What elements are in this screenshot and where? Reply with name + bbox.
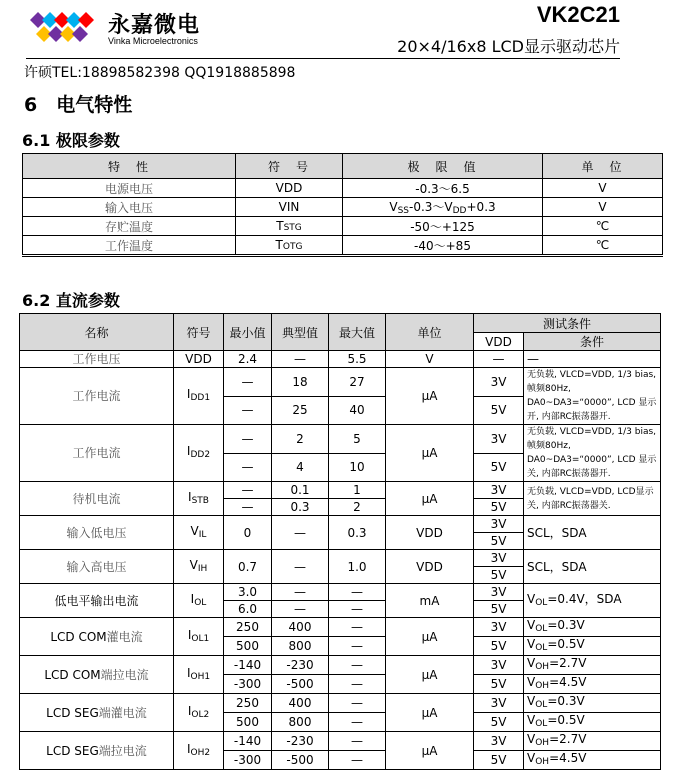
param-unit: ℃ bbox=[543, 236, 663, 256]
param-unit: ℃ bbox=[543, 217, 663, 236]
col-header: 单位 bbox=[386, 314, 474, 351]
param-symbol bbox=[174, 516, 224, 550]
param-symbol bbox=[174, 550, 224, 584]
max-value: 10 bbox=[329, 453, 386, 482]
min-value: 500 bbox=[224, 713, 272, 732]
col-header: 极 限 值 bbox=[343, 154, 543, 179]
vdd-value: 5V bbox=[474, 713, 524, 732]
typ-value: 18 bbox=[272, 368, 329, 397]
vdd-value: 3V bbox=[474, 732, 524, 751]
min-value: 250 bbox=[224, 694, 272, 713]
vdd-value: 5V bbox=[474, 637, 524, 656]
text-part: 端灌电流 bbox=[98, 705, 147, 720]
text-part: V bbox=[190, 523, 199, 538]
condition bbox=[524, 713, 661, 732]
text-part: I bbox=[186, 444, 191, 458]
unit: μA bbox=[386, 482, 474, 516]
max-value: — bbox=[329, 618, 386, 637]
subscript: OL2 bbox=[191, 709, 210, 720]
table-row bbox=[20, 516, 661, 533]
logo-diamonds-icon bbox=[28, 8, 106, 48]
text-part: T bbox=[275, 238, 283, 252]
text-part: 端拉电流 bbox=[98, 743, 147, 758]
table-row bbox=[23, 179, 663, 198]
param-name: 输入电压 bbox=[23, 198, 236, 217]
text-part: =4.5V bbox=[549, 675, 587, 689]
param-symbol: VDD bbox=[236, 179, 343, 198]
min-value: -140 bbox=[224, 732, 272, 751]
min-value: 0 bbox=[224, 516, 272, 550]
min-value: 6.0 bbox=[224, 601, 272, 618]
contact-info: 许硕TEL:18898582398 QQ1918885898 bbox=[24, 65, 296, 81]
table-row bbox=[20, 425, 661, 454]
param-name: 工作温度 bbox=[23, 236, 236, 256]
text-part: LCD COM bbox=[44, 667, 101, 682]
text-part: LCD COM bbox=[50, 629, 107, 644]
min-value: -300 bbox=[224, 751, 272, 770]
subscript: OL bbox=[535, 624, 548, 634]
param-name bbox=[20, 618, 174, 656]
text-part: 端拉电流 bbox=[100, 667, 149, 682]
unit: μA bbox=[386, 368, 474, 425]
typ-value: 25 bbox=[272, 396, 329, 425]
vdd-value: 5V bbox=[474, 751, 524, 770]
table-row bbox=[20, 351, 661, 368]
table-row bbox=[23, 198, 663, 217]
typ-value: — bbox=[272, 584, 329, 601]
vdd-value: 3V bbox=[474, 584, 524, 601]
text-part: V bbox=[527, 675, 536, 689]
table-row bbox=[20, 368, 661, 397]
chip-model: VK2C21 bbox=[536, 2, 620, 27]
unit: μA bbox=[386, 425, 474, 482]
unit: VDD bbox=[386, 550, 474, 584]
min-value: -140 bbox=[224, 656, 272, 675]
min-value: -300 bbox=[224, 675, 272, 694]
typ-value: 2 bbox=[272, 425, 329, 454]
subscript: STB bbox=[191, 495, 209, 506]
unit: μA bbox=[386, 732, 474, 770]
typ-value: 0.3 bbox=[272, 499, 329, 516]
subscript: OL bbox=[535, 719, 548, 729]
col-header: 典型值 bbox=[272, 314, 329, 351]
text-part: I bbox=[187, 627, 192, 642]
condition bbox=[524, 618, 661, 637]
text-part: =0.4V，SDA bbox=[547, 591, 622, 606]
subscript: OH bbox=[535, 738, 550, 748]
vdd-value: 3V bbox=[474, 656, 524, 675]
param-symbol bbox=[174, 482, 224, 516]
text-part: I bbox=[188, 489, 192, 504]
vdd-value: 3V bbox=[474, 694, 524, 713]
col-header: 符 号 bbox=[236, 154, 343, 179]
min-value: — bbox=[224, 368, 272, 397]
unit: VDD bbox=[386, 516, 474, 550]
header-divider bbox=[26, 58, 620, 59]
subscript: OL bbox=[194, 597, 207, 608]
doc-subtitle: 20×4/16x8 LCD显示驱动芯片 bbox=[397, 37, 620, 56]
typ-value: -500 bbox=[272, 675, 329, 694]
table-row bbox=[20, 732, 661, 751]
col-header: 最大值 bbox=[329, 314, 386, 351]
condition bbox=[524, 751, 661, 770]
text-part: -0.3～V bbox=[409, 200, 453, 214]
condition: 无负载, VLCD=VDD, 1/3 bias, 帧频80Hz, DA0~DA3=“0000”, LCD 显示关, 内部RC振荡器开. bbox=[524, 425, 661, 482]
vdd-value: 3V bbox=[474, 516, 524, 533]
max-value: — bbox=[329, 732, 386, 751]
absolute-max-table bbox=[22, 153, 663, 257]
text-part: 灌电流 bbox=[106, 629, 143, 644]
section-6-title: 6 电气特性 bbox=[24, 94, 133, 116]
text-part: I bbox=[187, 703, 192, 718]
subscript: OH bbox=[535, 662, 550, 672]
text-part: LCD SEG bbox=[46, 743, 99, 758]
vdd-value: — bbox=[474, 351, 524, 368]
vdd-value: 5V bbox=[474, 396, 524, 425]
param-symbol bbox=[174, 425, 224, 482]
param-name: 存贮温度 bbox=[23, 217, 236, 236]
subscript: OL1 bbox=[191, 633, 210, 644]
text-part: V bbox=[189, 557, 198, 572]
vdd-value: 5V bbox=[474, 453, 524, 482]
vdd-value: 3V bbox=[474, 425, 524, 454]
col-header: 条件 bbox=[524, 333, 661, 351]
smallcaps: OTG bbox=[282, 242, 303, 252]
typ-value: — bbox=[272, 351, 329, 368]
text-part: V bbox=[389, 200, 398, 214]
param-symbol: VIN bbox=[236, 198, 343, 217]
text-part: =2.7V bbox=[549, 732, 587, 746]
table-row bbox=[23, 236, 663, 256]
max-value: — bbox=[329, 751, 386, 770]
param-symbol: VDD bbox=[174, 351, 224, 368]
param-symbol bbox=[236, 217, 343, 236]
max-value: 40 bbox=[329, 396, 386, 425]
max-value: 1.0 bbox=[329, 550, 386, 584]
company-logo bbox=[28, 6, 218, 50]
table-row bbox=[20, 656, 661, 675]
unit: mA bbox=[386, 584, 474, 618]
vdd-value: 3V bbox=[474, 368, 524, 397]
param-limit: -50～+125 bbox=[343, 217, 543, 236]
text-part: =0.5V bbox=[547, 713, 585, 727]
text-part: V bbox=[527, 713, 536, 727]
vdd-value: 3V bbox=[474, 618, 524, 637]
text-part: =2.7V bbox=[549, 656, 587, 670]
condition: 无负载, VLCD=VDD, LCD显示关, 内部RC振荡器关. bbox=[524, 482, 661, 516]
min-value: — bbox=[224, 499, 272, 516]
text-part: V bbox=[527, 591, 536, 606]
vdd-value: 3V bbox=[474, 482, 524, 499]
param-symbol bbox=[174, 584, 224, 618]
subscript: IH bbox=[197, 563, 208, 574]
vdd-value: 5V bbox=[474, 499, 524, 516]
text-part: V bbox=[527, 751, 536, 765]
table-header-row bbox=[23, 154, 663, 179]
table-row bbox=[23, 217, 663, 236]
col-header: 符号 bbox=[174, 314, 224, 351]
text-part: LCD SEG bbox=[46, 705, 99, 720]
typ-value: 800 bbox=[272, 713, 329, 732]
max-value: 1 bbox=[329, 482, 386, 499]
param-name: 工作电流 bbox=[20, 425, 174, 482]
vdd-value: 5V bbox=[474, 675, 524, 694]
col-header: VDD bbox=[474, 333, 524, 351]
condition bbox=[524, 694, 661, 713]
min-value: 3.0 bbox=[224, 584, 272, 601]
logo-chinese-name: 永嘉微电 bbox=[108, 13, 201, 38]
param-unit: V bbox=[543, 179, 663, 198]
condition bbox=[524, 656, 661, 675]
max-value: 5 bbox=[329, 425, 386, 454]
min-value: — bbox=[224, 425, 272, 454]
subscript: SS bbox=[397, 206, 409, 216]
col-header: 单 位 bbox=[543, 154, 663, 179]
typ-value: -230 bbox=[272, 732, 329, 751]
param-name: 工作电压 bbox=[20, 351, 174, 368]
typ-value: 4 bbox=[272, 453, 329, 482]
text-part: I bbox=[186, 387, 191, 401]
dc-param-table bbox=[19, 313, 661, 770]
table-row bbox=[20, 482, 661, 499]
text-part: I bbox=[186, 741, 191, 756]
param-limit: -0.3～6.5 bbox=[343, 179, 543, 198]
typ-value: 400 bbox=[272, 694, 329, 713]
typ-value: 800 bbox=[272, 637, 329, 656]
subscript: OH2 bbox=[190, 747, 211, 758]
min-value: 0.7 bbox=[224, 550, 272, 584]
condition bbox=[524, 675, 661, 694]
param-name: 电源电压 bbox=[23, 179, 236, 198]
text-part: T bbox=[276, 219, 284, 233]
text-part: V bbox=[527, 656, 536, 670]
section-6-2-title: 6.2 直流参数 bbox=[22, 291, 120, 310]
table-row bbox=[20, 550, 661, 567]
smallcaps: STG bbox=[283, 223, 302, 233]
text-part: V bbox=[527, 618, 536, 632]
condition: SCL，SDA bbox=[524, 550, 661, 584]
typ-value: 0.1 bbox=[272, 482, 329, 499]
text-part: =0.3V bbox=[547, 694, 585, 708]
param-unit: V bbox=[543, 198, 663, 217]
param-limit bbox=[343, 198, 543, 217]
unit: μA bbox=[386, 618, 474, 656]
typ-value: — bbox=[272, 550, 329, 584]
unit: μA bbox=[386, 656, 474, 694]
max-value: — bbox=[329, 637, 386, 656]
unit: μA bbox=[386, 694, 474, 732]
condition: — bbox=[524, 351, 661, 368]
col-header: 测试条件 bbox=[474, 314, 661, 333]
max-value: — bbox=[329, 601, 386, 618]
subscript: DD bbox=[452, 206, 467, 216]
col-header: 最小值 bbox=[224, 314, 272, 351]
text-part: =4.5V bbox=[549, 751, 587, 765]
param-name: 工作电流 bbox=[20, 368, 174, 425]
max-value: — bbox=[329, 675, 386, 694]
param-name bbox=[20, 656, 174, 694]
text-part: =0.5V bbox=[547, 637, 585, 651]
max-value: — bbox=[329, 656, 386, 675]
text-part: V bbox=[527, 732, 536, 746]
max-value: — bbox=[329, 584, 386, 601]
condition: 无负载, VLCD=VDD, 1/3 bias, 帧频80Hz, DA0~DA3=“0000”, LCD 显示开, 内部RC振荡器开. bbox=[524, 368, 661, 425]
unit: V bbox=[386, 351, 474, 368]
param-name bbox=[20, 732, 174, 770]
table-header-row bbox=[20, 314, 661, 333]
param-name: 输入高电压 bbox=[20, 550, 174, 584]
max-value: 2 bbox=[329, 499, 386, 516]
col-header: 名称 bbox=[20, 314, 174, 351]
param-symbol bbox=[174, 368, 224, 425]
min-value: — bbox=[224, 482, 272, 499]
text-part: I bbox=[190, 591, 195, 606]
subscript: OL bbox=[535, 643, 548, 653]
param-name bbox=[20, 694, 174, 732]
subscript: OL bbox=[535, 597, 548, 608]
table-row bbox=[20, 618, 661, 637]
section-6-1-title: 6.1 极限参数 bbox=[22, 131, 120, 150]
param-symbol bbox=[174, 732, 224, 770]
param-limit: -40～+85 bbox=[343, 236, 543, 256]
max-value: 0.3 bbox=[329, 516, 386, 550]
min-value: 250 bbox=[224, 618, 272, 637]
typ-value: — bbox=[272, 601, 329, 618]
param-name: 低电平输出电流 bbox=[20, 584, 174, 618]
table-row bbox=[20, 694, 661, 713]
vdd-value: 5V bbox=[474, 533, 524, 550]
max-value: — bbox=[329, 713, 386, 732]
max-value: 5.5 bbox=[329, 351, 386, 368]
subscript: DD1 bbox=[190, 393, 211, 403]
subscript: OH bbox=[535, 757, 550, 767]
typ-value: -230 bbox=[272, 656, 329, 675]
text-part: =0.3V bbox=[547, 618, 585, 632]
min-value: 2.4 bbox=[224, 351, 272, 368]
param-name: 待机电流 bbox=[20, 482, 174, 516]
typ-value: -500 bbox=[272, 751, 329, 770]
vdd-value: 5V bbox=[474, 567, 524, 584]
table-row bbox=[20, 584, 661, 601]
max-value: 27 bbox=[329, 368, 386, 397]
subscript: OH bbox=[535, 681, 550, 691]
param-symbol bbox=[236, 236, 343, 256]
condition bbox=[524, 732, 661, 751]
vdd-value: 5V bbox=[474, 601, 524, 618]
param-symbol bbox=[174, 656, 224, 694]
param-name: 输入低电压 bbox=[20, 516, 174, 550]
condition: SCL，SDA bbox=[524, 516, 661, 550]
subscript: IL bbox=[198, 529, 207, 540]
subscript: OL bbox=[535, 700, 548, 710]
subscript: OH1 bbox=[190, 671, 211, 682]
min-value: 500 bbox=[224, 637, 272, 656]
max-value: — bbox=[329, 694, 386, 713]
text-part: V bbox=[527, 637, 536, 651]
typ-value: 400 bbox=[272, 618, 329, 637]
condition bbox=[524, 584, 661, 618]
text-part: I bbox=[186, 665, 191, 680]
condition bbox=[524, 637, 661, 656]
min-value: — bbox=[224, 396, 272, 425]
param-symbol bbox=[174, 618, 224, 656]
param-symbol bbox=[174, 694, 224, 732]
min-value: — bbox=[224, 453, 272, 482]
typ-value: — bbox=[272, 516, 329, 550]
text-part: +0.3 bbox=[466, 200, 496, 214]
subscript: DD2 bbox=[190, 450, 211, 460]
vdd-value: 3V bbox=[474, 550, 524, 567]
col-header: 特 性 bbox=[23, 154, 236, 179]
logo-english-name: Vinka Microelectronics bbox=[108, 36, 198, 46]
text-part: V bbox=[527, 694, 536, 708]
